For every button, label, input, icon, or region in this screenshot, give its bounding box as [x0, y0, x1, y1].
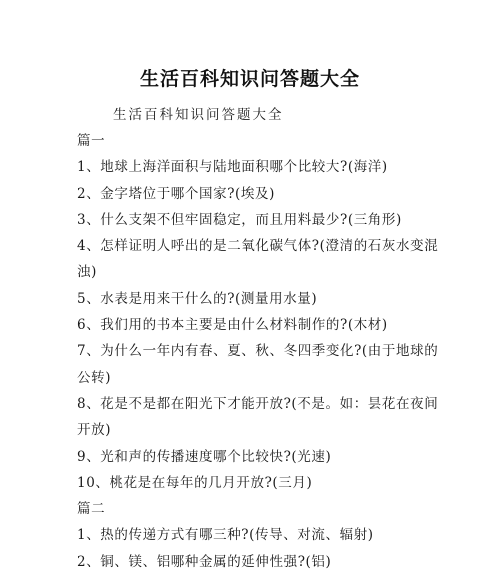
question-line-continued: 公转) [77, 369, 112, 386]
question-line: 9、光和声的传播速度哪个比较快?(光速) [77, 448, 332, 465]
document-subtitle: 生活百科知识问答题大全 [113, 107, 284, 123]
question-line: 1、地球上海洋面积与陆地面积哪个比较大?(海洋) [77, 159, 388, 176]
document-title: 生活百科知识问答题大全 [139, 68, 360, 90]
question-line: 3、什么支架不但牢固稳定，而且用料最少?(三角形) [77, 211, 402, 228]
question-line-continued: 浊) [77, 264, 97, 281]
section-heading: 篇二 [77, 501, 106, 518]
question-line: 4、怎样证明人呼出的是二氧化碳气体?(澄清的石灰水变混 [77, 238, 439, 255]
section-heading: 篇一 [77, 133, 106, 149]
question-line: 2、铜、镁、铝哪种金属的延伸性强?(铝) [77, 553, 332, 570]
question-line-continued: 开放) [77, 422, 112, 439]
question-line: 6、我们用的书本主要是由什么材料制作的?(木材) [77, 317, 388, 334]
question-line: 1、热的传递方式有哪三种?(传导、对流、辐射) [77, 527, 374, 544]
question-line: 2、金字塔位于哪个国家?(埃及) [77, 185, 275, 202]
question-line: 10、桃花是在每年的几月开放?(三月) [77, 474, 313, 491]
document-body [77, 128, 439, 575]
question-line: 8、花是不是都在阳光下才能开放?(不是。如：昙花在夜间 [77, 395, 439, 412]
question-line: 5、水表是用来干什么的?(测量用水量) [77, 290, 318, 307]
question-line: 7、为什么一年内有春、夏、秋、冬四季变化?(由于地球的 [77, 343, 439, 360]
